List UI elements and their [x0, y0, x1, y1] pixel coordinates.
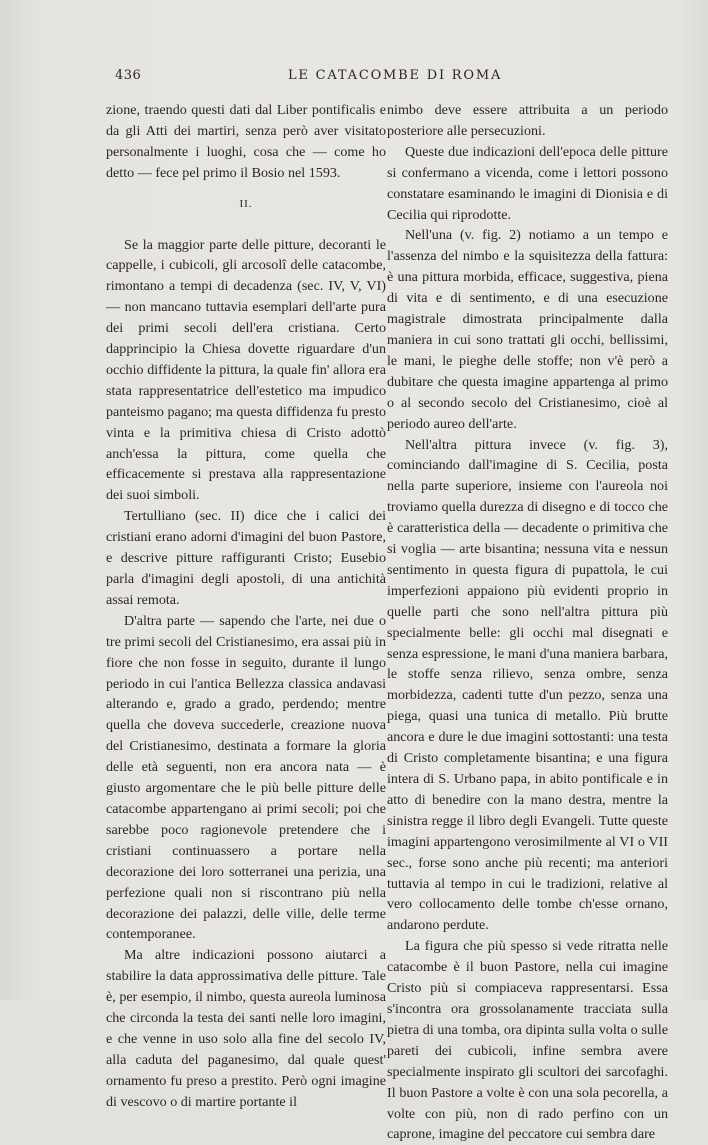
- page-number: 436: [115, 68, 142, 83]
- paragraph: D'altra parte — sapendo che l'arte, nei due o tre primi secoli del Cristianesimo, era assai più in fiore che non fosse in seguito, durante il lungo periodo in cui l'antica Bellezza classica andavasi alterando e, grado a grado, perdendo; mentre quella che doveva succederle, creazione nuova del Cristianesimo, destinata a formare la gloria delle età seguenti, non era ancora nata — è giusto argomentare che le più belle pitture delle catacombe appartengano ai primi secoli; poi che sarebbe poco ragionevole pretendere che i cristiani continuassero a portare nella decorazione dei loro sotterranei una perizia, una perfezione quali non si riscontrano più nella decorazione dei palazzi, delle ville, delle terme contemporanee.: [106, 612, 386, 943]
- right-column: [387, 100, 668, 1145]
- paragraph: zione, traendo questi dati dal Liber pontificalis e da gli Atti dei martiri, senza però aver visitato personalmente i luoghi, cosa che — come ho detto — fece pel primo il Bosio nel 1593.: [106, 102, 386, 181]
- paragraph: Queste due indicazioni dell'epoca delle pitture si confermano a vicenda, come i lettori possono constatare esaminando le imagini di Dionisia e di Cecilia qui riprodotte.: [387, 143, 668, 223]
- page-header: [0, 68, 708, 88]
- paragraph: Se la maggior parte delle pitture, decoranti le cappelle, i cubicoli, gli arcosolî delle catacombe, rimontano a tempi di decadenza (sec. IV, V, VI) — non mancano tuttavia esemplari dell'arte pura dei primi secoli dell'era cristiana. Certo dapprincipio la Chiesa dovette riguardare d'un occhio diffidente la pittura, la quale fin' allora era stata rappresentatrice dell'estetico ma impudico panteismo pagano; ma questa diffidenza fu presto vinta e la primitiva chiesa di Cristo adottò anch'essa la pittura, come quella che efficacemente si prestava alla rappresentazione dei suoi simboli.: [106, 236, 386, 504]
- paragraph: Tertulliano (sec. II) dice che i calici dei cristiani erano adorni d'imagini del buon Pastore, e descrive pitture raffiguranti Cristo; Eusebio parla d'imagini degli apostoli, di una antichità assai remota.: [106, 508, 386, 608]
- paragraph: Nell'altra pittura invece (v. fig. 3), cominciando dall'imagine di S. Cecilia, posta nella parte superiore, insieme con l'aureola noi troviamo quella durezza di disegno e di tocco che è caratteristica della — decadente o primitiva che si voglia — arte bisantina; nessuna vita e nessun sentimento in questa figura di pupattola, le cui imperfezioni appaiono più evidenti proprio in quelle parti che sono nell'altra pittura più specialmente belle: gli occhi mal disegnati e senza espressione, le mani d'una maniera barbara, le stoffe senza rilievo, senza ombre, senza morbidezza, cadenti tutte d'un pezzo, senza una piega, quasi una tunica di metallo. Più brutte ancora e dure le due imagini sottostanti: una testa di Cristo completamente bisantina; e una figura intera di S. Urbano papa, in abito pontificale e in atto di benedire con la mano destra, mentre la sinistra regge il libro degli Evangeli. Tutte queste imagini appartengono verosimilmente al VI o VII sec., forse sono anche più recenti; ma anteriori tuttavia al tempo in cui le tradizioni, relative al vero collocamento delle tombe ch'esse ornano, andarono perdute.: [387, 436, 668, 934]
- paragraph: Ma altre indicazioni possono aiutarci a stabilire la data approssimativa delle pitture. Tale è, per esempio, il nimbo, questa aureola luminosa che circonda la testa dei santi nelle loro imagini, e che venne in uso solo alla fine del secolo IV, alla caduta del paganesimo, dal quale quest' ornamento fu preso a prestito. Però ogni imagine di vescovo o di martire portante il: [106, 947, 386, 1110]
- section-numeral: II.: [239, 197, 253, 210]
- paragraph: La figura che più spesso si vede ritratta nelle catacombe è il buon Pastore, nella cui imagine Cristo più si compiaceva rappresentarsi. Essa s'incontra ora grossolanamente tracciata sulla pietra di una tomba, ora dipinta sulla volta o sulle pareti dei cubicoli, infine sembra avere specialmente inspirato gli scultori dei sarcofaghi. Il buon Pastore a volte è con una sola pecorella, a volte con più, non di rado perfino con un caprone, imagine del peccatore cui sembra dare: [387, 938, 668, 1143]
- paragraph: Nell'una (v. fig. 2) notiamo a un tempo e l'assenza del nimbo e la squisitezza della fattura: è una pittura morbida, efficace, suggestiva, piena di vita e di sentimento, e di una esecuzione magistrale dimostrata principalmente dalla maniera in cui sono trattati gli occhi, bellissimi, le mani, le pieghe delle stoffe; non v'è però a dubitare che questa imagine appartenga al primo o al secondo secolo del Cristianesimo, cioè al periodo aureo dell'arte.: [387, 227, 668, 432]
- running-title: LE CATACOMBE DI ROMA: [288, 68, 503, 83]
- left-column: [106, 100, 386, 1113]
- paragraph: nimbo deve essere attribuita a un periodo posteriore alle persecuzioni.: [387, 102, 668, 139]
